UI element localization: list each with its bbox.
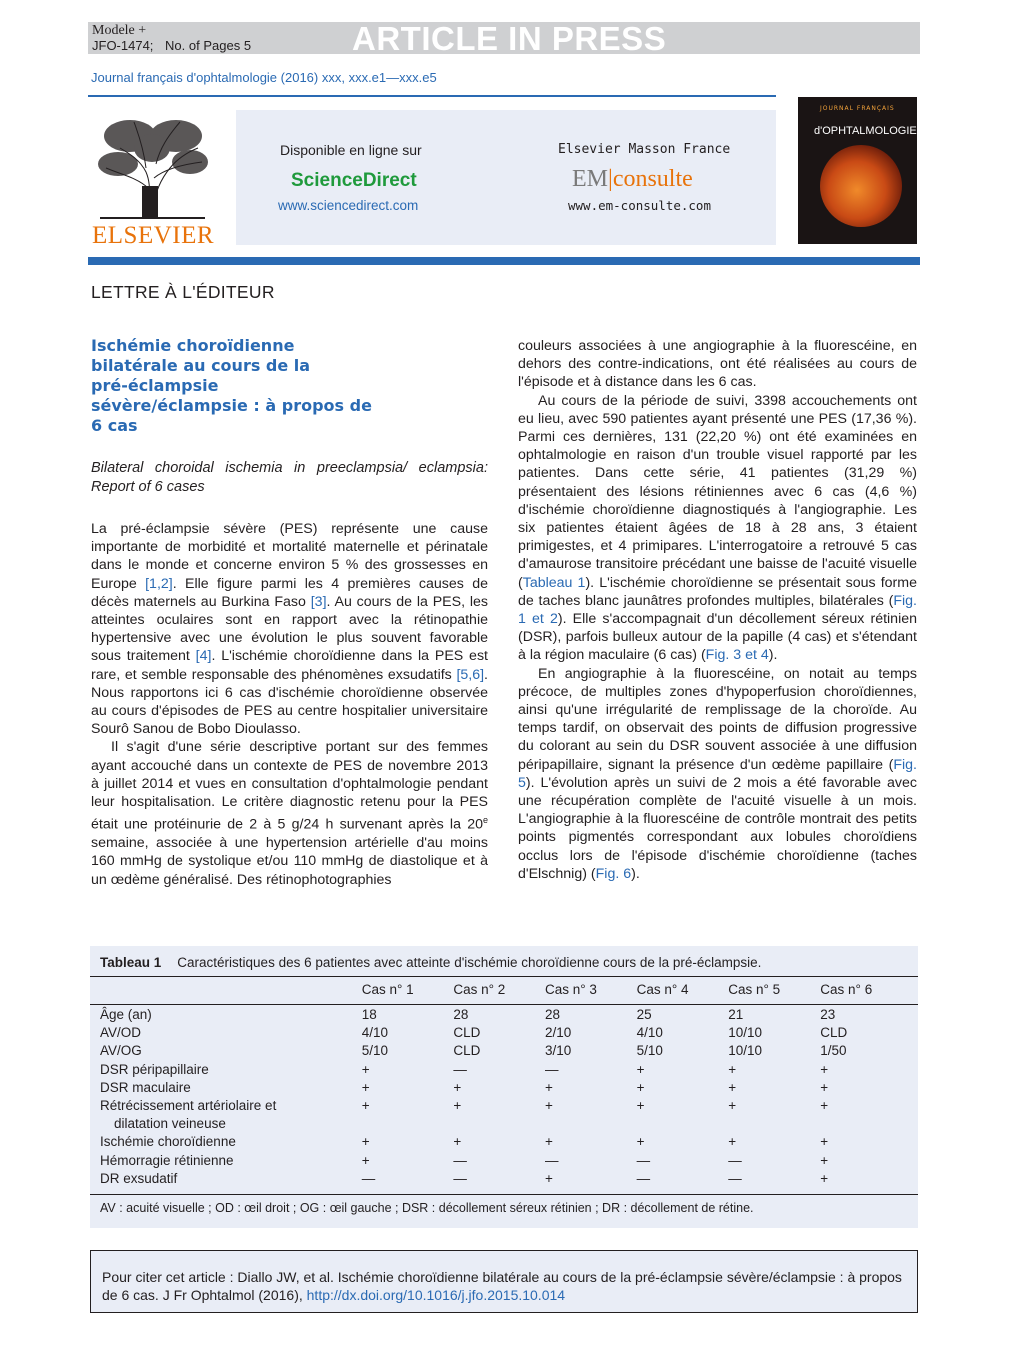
table-cell: 25 (636, 1007, 652, 1022)
table-cell: CLD (453, 1025, 481, 1041)
row-label-text: DSR péripapillaire (100, 1061, 209, 1077)
text-run: semaine, associée à une hypertension artérielle d'au moins 160 mmHg de systolique et/ou 110 mmHg de diastolique et à un œdème généralisé. Des rétinophotographies (91, 835, 488, 888)
table-label: Tableau 1 (100, 955, 162, 970)
table-row (100, 1133, 912, 1151)
sciencedirect-link[interactable]: www.sciencedirect.com (278, 198, 419, 213)
elsevier-wordmark: ELSEVIER (92, 222, 215, 249)
cite-text (102, 1268, 912, 1304)
row-label-text: Rétrécissement artériolaire et (100, 1098, 277, 1114)
table-row (100, 1079, 912, 1097)
row-label-text: AV/OD (100, 1025, 142, 1041)
cover-title: d'OPHTALMOLOGIE (814, 125, 917, 137)
text-run: . L'ischémie choroïdienne dans la PES est rare, et semble responsable des phénomènes exsudatifs (91, 648, 488, 683)
jfo-id: JFO-1474; (92, 38, 154, 53)
table-cell: + (361, 1098, 370, 1114)
table-header-cell: Cas n° 5 (728, 981, 781, 997)
table-cell: + (361, 1061, 370, 1077)
row-label-text: DR exsudatif (100, 1170, 178, 1186)
table-cell: + (453, 1098, 462, 1114)
paragraph (518, 665, 917, 883)
table-header-cell: Cas n° 4 (636, 981, 689, 997)
table-caption (100, 955, 761, 970)
row-label-text: AV/OG (100, 1043, 142, 1059)
text-run: ). (631, 865, 640, 882)
cite-body: Pour citer cet article : Diallo JW, et al. Ischémie choroïdienne bilatérale au cours de la pré-éclampsie sévère/éclampsie : à propos de 6 cas. J Fr Ophtalmol (2016), (102, 1269, 902, 1303)
superscript: e (482, 815, 488, 826)
table-cell: + (820, 1134, 829, 1150)
title-line: pré-éclampsie (91, 376, 219, 395)
title-line: bilatérale au cours de la (91, 356, 311, 375)
table-cell: + (544, 1098, 553, 1114)
section-divider (88, 257, 920, 265)
table-cell: 10/10 (728, 1025, 762, 1041)
table-cell: 28 (544, 1007, 561, 1022)
figure-link[interactable]: Fig. 3 et 4 (705, 647, 769, 664)
text-run: La pré-éclampsie sévère (PES) représente une cause importante de morbidité et mortalité maternelle et périnatale dans le monde et concerne environ 5 % des grossesses en Europe (91, 521, 488, 592)
article-title-en: Bilateral choroidal ischemia in preeclampsia/ eclampsia: Report of 6 cases (91, 460, 488, 495)
table-header-cell: Cas n° 6 (820, 981, 873, 997)
doi-link[interactable]: http://dx.doi.org/10.1016/j.jfo.2015.10.014 (306, 1287, 566, 1303)
table-row (100, 1152, 912, 1170)
table-row (100, 1061, 912, 1079)
availability-box (236, 110, 776, 245)
table-footnote: AV : acuité visuelle ; OD : œil droit ; OG : œil gauche ; DSR : décollement séreux rétinien ; DR : décollement de rétine. (100, 1201, 754, 1215)
fundus-photo (820, 145, 902, 227)
text-run: ). (768, 647, 778, 664)
table-cell: 10/10 (728, 1043, 762, 1059)
table-cell: 1/50 (820, 1043, 847, 1059)
sciencedirect-logo: ScienceDirect (291, 170, 417, 191)
table-rule (90, 976, 918, 977)
table-cell: 4/10 (636, 1025, 663, 1041)
table-row (100, 1024, 912, 1042)
table-cell: + (636, 1079, 645, 1095)
header-divider (88, 95, 776, 97)
emconsulte-bar: | (608, 166, 613, 192)
table-cell: 18 (361, 1007, 377, 1022)
cite-this-article-box (90, 1250, 918, 1313)
text-run: . Elle figure parmi les 4 premières causes de décès maternels au Burkina Faso (91, 575, 488, 610)
table-cell: 5/10 (361, 1043, 388, 1059)
table-caption-text: Caractéristiques des 6 patientes avec atteinte d'ischémie choroïdienne cours de la pré-éclampsie. (177, 955, 762, 970)
title-line: sévère/éclampsie : à propos de (91, 396, 372, 415)
row-label (100, 1042, 362, 1060)
paragraph: couleurs associées à une angiographie à la fluorescéine, en dehors des contre-indications, ont été réalisées au cours de l'épisode et à distance dans les 6 cas. (518, 338, 917, 391)
text-run: ). L'évolution après un suivi de 2 mois a été favorable avec une récupération complète de l'acuité visuelle à un mois. L'angiographie à la fluorescéine de contrôle montrait des petits points pigmentés correspondant aux lobules choroïdiens occlus lors de l'épisode d'ischémie choroïdienne (taches d'Elschnig) ( (518, 774, 917, 882)
row-label-text: DSR maculaire (100, 1079, 191, 1095)
page-count: No. of Pages 5 (165, 38, 252, 53)
row-label (100, 1152, 362, 1170)
table-cell: 23 (820, 1007, 836, 1022)
paragraph (518, 392, 917, 665)
section-heading: LETTRE À L'ÉDITEUR (91, 282, 275, 302)
table-row (100, 1042, 912, 1060)
article-title-fr (91, 336, 391, 436)
table-cell: + (361, 1152, 370, 1168)
table-cell: — (361, 1170, 376, 1186)
table-cell: — (728, 1170, 742, 1186)
table-1 (90, 946, 918, 1228)
table-cell: + (728, 1061, 737, 1077)
row-label (100, 1079, 362, 1097)
table-cell: + (728, 1134, 737, 1150)
table-cell: + (728, 1079, 737, 1095)
table-cell: 3/10 (544, 1043, 572, 1059)
table-cell: + (820, 1061, 829, 1077)
table-row (100, 1097, 912, 1133)
text-run: Au cours de la période de suivi, 3398 accouchements ont eu lieu, avec 590 patientes ayant présenté une PES (17,36 %). Parmi ces dernières, 131 (22,20 %) ont été examinées en ophtalmologie en raison d'un trouble visuel rapporté par les patientes. Dans cette série, 41 patientes (31,29 %) présentaient des lésions rétiniennes avec 6 cas (4,6 %) d'ischémie choroïdienne diagnostiqués à l'angiographie. Les six patientes étaient âgées de 18 à 28 ans, 3 étaient primigestes, et 4 primipares. L'interrogatoire a retrouvé 5 cas d'amaurose transitoire précédant une baisse de l'acuité visuelle ( (518, 392, 917, 591)
table-cell: + (544, 1079, 553, 1095)
reference-link[interactable]: [1,2] (145, 575, 173, 592)
table-cell: 4/10 (361, 1025, 388, 1041)
row-label-text: Hémorragie rétinienne (100, 1152, 234, 1168)
table-cell: + (453, 1134, 462, 1150)
table-link[interactable]: Tableau 1 (522, 574, 586, 591)
table-cell: CLD (820, 1025, 848, 1041)
table-cell: — (453, 1170, 467, 1186)
article-in-press-bar (88, 20, 920, 57)
table-cell: 2/10 (544, 1025, 572, 1041)
figure-link[interactable]: Fig. 1 et 2 (518, 592, 917, 628)
table-cell: 28 (453, 1007, 469, 1022)
table-cell: + (820, 1098, 829, 1114)
modele-label: Modele + (92, 23, 147, 38)
text-run: . Au cours de la PES, les atteintes oculaires sont en rapport avec la rétinopathie hypertensive avec une évolution le plus souvent favorable sous traitement (91, 593, 488, 665)
article-in-press-label: ARTICLE IN PRESS (352, 20, 667, 57)
cover-subtitle: JOURNAL FRANÇAIS (820, 105, 895, 112)
table-rule (90, 1004, 918, 1005)
table-cell: + (361, 1079, 370, 1095)
journal-cover-image (798, 97, 917, 244)
row-label-text: Ischémie choroïdienne (100, 1134, 236, 1150)
emconsulte-word: consulte (612, 166, 693, 192)
text-run: En angiographie à la fluorescéine, on notait au temps précoce, de multiples zones d'hypoperfusion choroïdiennes, ainsi qu'une irrégularité de remplissage de la choroïde. Au temps tardif, on observait des points de diffusion progressive du colorant au sein du DSR souvent associée à une diffusion péripapillaire, signant la présence d'un œdème papillaire ( (518, 665, 917, 773)
table-cell: + (728, 1098, 737, 1114)
body-right-column (518, 337, 917, 883)
table-header-row (100, 978, 912, 1000)
emconsulte-em: EM (572, 166, 608, 192)
table-cell: — (544, 1061, 559, 1077)
table-header-cell: Cas n° 1 (361, 981, 414, 997)
table-cell: + (453, 1079, 462, 1095)
reference-link[interactable]: [5,6] (456, 666, 485, 683)
table-cell: + (820, 1170, 829, 1186)
row-label (100, 1133, 362, 1151)
row-label (100, 1097, 362, 1133)
table-cell: + (636, 1134, 645, 1150)
table-cell: 5/10 (636, 1043, 663, 1059)
table-header-cell: Cas n° 3 (544, 981, 597, 997)
characteristics-table (100, 978, 912, 1188)
text-run: Il s'agit d'une série descriptive portant sur des femmes ayant accouché dans un contexte de PES de novembre 2013 à juillet 2014 et vues en consultation d'ophtalmologie pendant leur hospitalisation. Le critère diagnostic retenu pour la PES était une protéinurie de 2 à 5 g/24 h survenant après la 20 (91, 739, 488, 833)
table-cell: + (820, 1079, 829, 1095)
available-online-label: Disponible en ligne sur (280, 142, 422, 158)
figure-link[interactable]: Fig. 6 (595, 865, 632, 882)
reference-link[interactable]: [3] (310, 593, 327, 610)
row-label (100, 1024, 362, 1042)
paragraph (91, 520, 488, 738)
paragraph (91, 738, 488, 888)
emconsulte-logo (572, 166, 693, 193)
table-rule (90, 1194, 918, 1195)
row-label (100, 1170, 362, 1188)
emconsulte-link[interactable]: www.em-consulte.com (568, 198, 711, 213)
elsevier-masson-label: Elsevier Masson France (558, 142, 731, 157)
journal-meta (92, 38, 259, 53)
table-cell: + (820, 1152, 829, 1168)
table-cell: + (544, 1134, 553, 1150)
title-line: 6 cas (91, 416, 138, 435)
text-run: ). L'ischémie choroïdienne se présentait sous forme de taches blanc jaunâtres profondes multiples, bilatérales ( (518, 574, 917, 609)
row-label-text: Âge (an) (100, 1007, 152, 1022)
table-cell: — (636, 1152, 651, 1168)
reference-link[interactable]: [4] (195, 648, 212, 665)
journal-citation: Journal français d'ophtalmologie (2016) xxx, xxx.e1—xxx.e5 (91, 70, 437, 85)
table-cell: — (544, 1152, 559, 1168)
table-row (100, 1170, 912, 1188)
table-cell: + (544, 1170, 553, 1186)
text-run: ). Elle s'accompagnait d'un décollement séreux rétinien (DSR), parfois bulleux autour de la papille (4 cas) et s'étendant à la région maculaire (6 cas) ( (518, 611, 918, 664)
table-cell: + (361, 1134, 370, 1150)
table-cell: — (453, 1061, 467, 1077)
table-cell: + (636, 1098, 645, 1114)
table-cell: — (728, 1152, 742, 1168)
row-label-text: dilatation veineuse (114, 1116, 226, 1132)
table-header-cell: Cas n° 2 (453, 981, 506, 997)
table-cell: 21 (728, 1007, 744, 1022)
table-cell: — (636, 1170, 651, 1186)
body-left-column (91, 520, 488, 889)
row-label (100, 1061, 362, 1079)
table-cell: + (636, 1061, 645, 1077)
table-header-cell (100, 978, 362, 1000)
figure-link[interactable]: Fig. 5 (518, 756, 917, 791)
title-line: Ischémie choroïdienne (91, 336, 295, 355)
table-cell: — (453, 1152, 467, 1168)
table-cell: CLD (453, 1043, 481, 1059)
text-run: . Nous rapportons ici 6 cas d'ischémie choroïdienne observée au cours d'épisodes de PES au centre hospitalier universitaire Sourô Sanou de Bobo Dioulasso. (91, 666, 488, 738)
